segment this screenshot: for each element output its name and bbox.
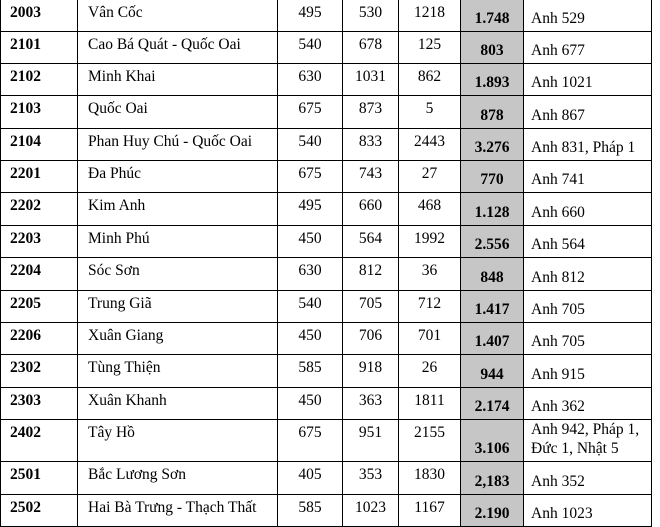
- value-3-cell: 701: [399, 323, 461, 355]
- value-3-cell: 1811: [399, 387, 461, 419]
- school-code-cell: 2402: [1, 420, 78, 462]
- school-code-cell: 2003: [1, 0, 78, 31]
- school-code-cell: 2201: [1, 161, 78, 193]
- value-2-cell: 918: [343, 355, 399, 387]
- value-2-cell: 706: [343, 323, 399, 355]
- school-code-cell: 2502: [1, 494, 78, 526]
- value-2-cell: 678: [343, 31, 399, 63]
- school-name-cell: Kim Anh: [78, 193, 278, 225]
- table-row: [1, 225, 652, 257]
- languages-cell: Anh 1021: [524, 63, 652, 95]
- total-cell: 1.748: [461, 0, 524, 31]
- school-code-cell: 2203: [1, 225, 78, 257]
- table-row: [1, 161, 652, 193]
- value-2-cell: 530: [343, 0, 399, 31]
- total-cell: 878: [461, 96, 524, 128]
- value-3-cell: 5: [399, 96, 461, 128]
- school-code-cell: 2204: [1, 258, 78, 290]
- value-2-cell: 812: [343, 258, 399, 290]
- languages-cell: Anh 812: [524, 258, 652, 290]
- school-code-cell: 2104: [1, 128, 78, 160]
- table-row: [1, 387, 652, 419]
- value-1-cell: 450: [278, 225, 343, 257]
- table-row: [1, 258, 652, 290]
- table-row: [1, 420, 652, 462]
- school-name-cell: Quốc Oai: [78, 96, 278, 128]
- total-cell: 848: [461, 258, 524, 290]
- table-row: [1, 128, 652, 160]
- languages-cell: Anh 942, Pháp 1, Đức 1, Nhật 5: [524, 420, 652, 462]
- total-cell: 2.174: [461, 387, 524, 419]
- value-2-cell: 660: [343, 193, 399, 225]
- school-code-cell: 2302: [1, 355, 78, 387]
- value-2-cell: 743: [343, 161, 399, 193]
- school-name-cell: Phan Huy Chú - Quốc Oai: [78, 128, 278, 160]
- value-1-cell: 585: [278, 494, 343, 526]
- school-code-cell: 2303: [1, 387, 78, 419]
- table-row: [1, 494, 652, 526]
- languages-cell: Anh 1023: [524, 494, 652, 526]
- school-code-cell: 2103: [1, 96, 78, 128]
- value-1-cell: 405: [278, 462, 343, 494]
- value-3-cell: 1830: [399, 462, 461, 494]
- value-1-cell: 675: [278, 161, 343, 193]
- total-cell: 1.128: [461, 193, 524, 225]
- school-name-cell: Cao Bá Quát - Quốc Oai: [78, 31, 278, 63]
- school-code-cell: 2205: [1, 290, 78, 322]
- value-2-cell: 873: [343, 96, 399, 128]
- value-1-cell: 630: [278, 63, 343, 95]
- school-name-cell: Vân Cốc: [78, 0, 278, 31]
- total-cell: 3.276: [461, 128, 524, 160]
- table-row: [1, 323, 652, 355]
- school-name-cell: Đa Phúc: [78, 161, 278, 193]
- table-row: [1, 31, 652, 63]
- total-cell: 2,183: [461, 462, 524, 494]
- table-row: [1, 193, 652, 225]
- value-1-cell: 450: [278, 387, 343, 419]
- value-2-cell: 353: [343, 462, 399, 494]
- school-code-cell: 2206: [1, 323, 78, 355]
- value-2-cell: 1023: [343, 494, 399, 526]
- total-cell: 1.417: [461, 290, 524, 322]
- value-3-cell: 1167: [399, 494, 461, 526]
- value-3-cell: 1218: [399, 0, 461, 31]
- value-3-cell: 36: [399, 258, 461, 290]
- value-1-cell: 540: [278, 290, 343, 322]
- value-1-cell: 585: [278, 355, 343, 387]
- table-row: [1, 0, 652, 31]
- school-name-cell: Tùng Thiện: [78, 355, 278, 387]
- table-row: [1, 355, 652, 387]
- school-name-cell: Minh Khai: [78, 63, 278, 95]
- languages-cell: Anh 677: [524, 31, 652, 63]
- value-3-cell: 468: [399, 193, 461, 225]
- value-2-cell: 705: [343, 290, 399, 322]
- school-name-cell: Xuân Khanh: [78, 387, 278, 419]
- languages-cell: Anh 660: [524, 193, 652, 225]
- value-3-cell: 712: [399, 290, 461, 322]
- value-1-cell: 450: [278, 323, 343, 355]
- table-row: [1, 63, 652, 95]
- value-1-cell: 675: [278, 96, 343, 128]
- school-code-cell: 2101: [1, 31, 78, 63]
- value-3-cell: 2155: [399, 420, 461, 462]
- languages-cell: Anh 741: [524, 161, 652, 193]
- languages-cell: Anh 915: [524, 355, 652, 387]
- languages-cell: Anh 831, Pháp 1: [524, 128, 652, 160]
- table-row: [1, 96, 652, 128]
- value-2-cell: 833: [343, 128, 399, 160]
- school-code-cell: 2501: [1, 462, 78, 494]
- school-name-cell: Sóc Sơn: [78, 258, 278, 290]
- value-1-cell: 540: [278, 128, 343, 160]
- school-name-cell: Trung Giã: [78, 290, 278, 322]
- value-1-cell: 495: [278, 0, 343, 31]
- value-1-cell: 630: [278, 258, 343, 290]
- value-2-cell: 363: [343, 387, 399, 419]
- total-cell: 770: [461, 161, 524, 193]
- school-name-cell: Hai Bà Trưng - Thạch Thất: [78, 494, 278, 526]
- languages-cell: Anh 529: [524, 0, 652, 31]
- languages-cell: Anh 705: [524, 290, 652, 322]
- value-3-cell: 1992: [399, 225, 461, 257]
- total-cell: 803: [461, 31, 524, 63]
- total-cell: 944: [461, 355, 524, 387]
- school-code-cell: 2102: [1, 63, 78, 95]
- value-2-cell: 564: [343, 225, 399, 257]
- languages-cell: Anh 352: [524, 462, 652, 494]
- value-2-cell: 951: [343, 420, 399, 462]
- value-2-cell: 1031: [343, 63, 399, 95]
- school-name-cell: Bắc Lương Sơn: [78, 462, 278, 494]
- total-cell: 2.556: [461, 225, 524, 257]
- value-3-cell: 125: [399, 31, 461, 63]
- total-cell: 1.893: [461, 63, 524, 95]
- school-code-cell: 2202: [1, 193, 78, 225]
- total-cell: 2.190: [461, 494, 524, 526]
- value-3-cell: 2443: [399, 128, 461, 160]
- value-3-cell: 27: [399, 161, 461, 193]
- value-1-cell: 540: [278, 31, 343, 63]
- languages-cell: Anh 705: [524, 323, 652, 355]
- table-row: [1, 462, 652, 494]
- value-1-cell: 675: [278, 420, 343, 462]
- languages-cell: Anh 362: [524, 387, 652, 419]
- value-3-cell: 26: [399, 355, 461, 387]
- languages-cell: Anh 564: [524, 225, 652, 257]
- school-name-cell: Tây Hồ: [78, 420, 278, 462]
- school-name-cell: Xuân Giang: [78, 323, 278, 355]
- total-cell: 3.106: [461, 420, 524, 462]
- languages-cell: Anh 867: [524, 96, 652, 128]
- total-cell: 1.407: [461, 323, 524, 355]
- value-1-cell: 495: [278, 193, 343, 225]
- school-name-cell: Minh Phú: [78, 225, 278, 257]
- value-3-cell: 862: [399, 63, 461, 95]
- table-row: [1, 290, 652, 322]
